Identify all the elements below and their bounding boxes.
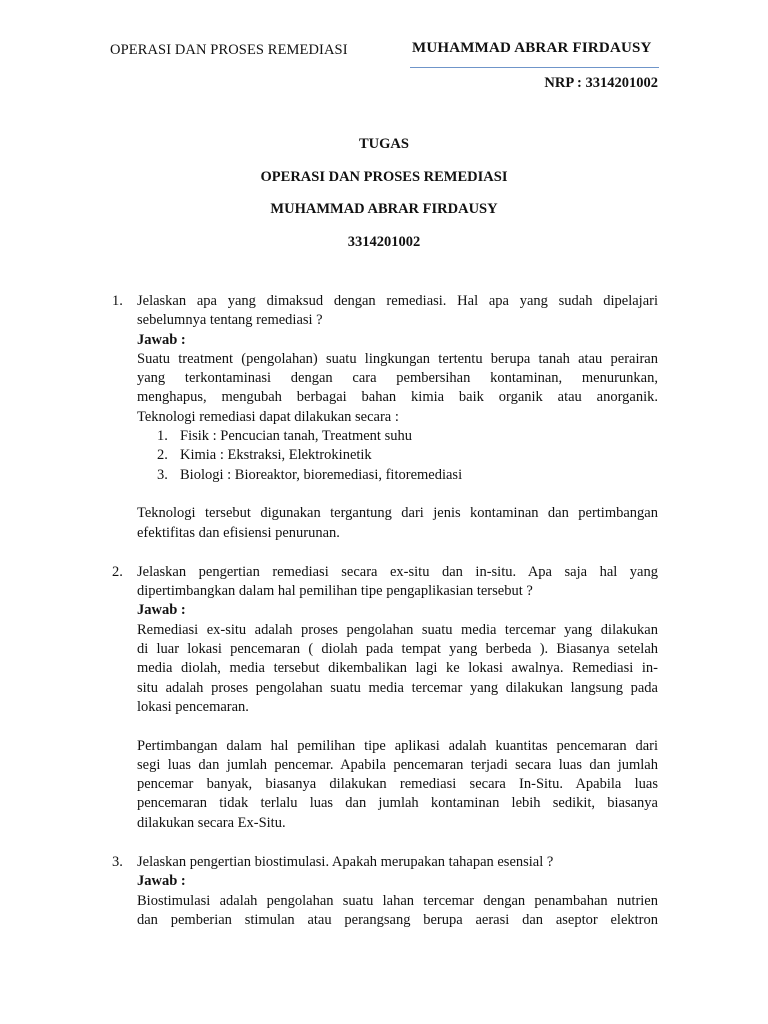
- header-name: MUHAMMAD ABRAR FIRDAUSY: [412, 40, 652, 56]
- answer-label: Jawab :: [137, 331, 186, 348]
- question-text-line: sebelumnya tentang remediasi ?: [137, 312, 323, 329]
- answer-line: pencemaran tidak terlalu luas dan jumlah kontaminan lebih sedikit, biasanya: [137, 795, 658, 812]
- question-3: [0, 853, 768, 930]
- title-line-2: OPERASI DAN PROSES REMEDIASI: [260, 168, 508, 185]
- question-number: 3.: [112, 854, 123, 871]
- list-item-text: Fisik : Pencucian tanah, Treatment suhu: [180, 428, 412, 445]
- question-text-line: Jelaskan pengertian biostimulasi. Apakah merupakan tahapan esensial ?: [137, 854, 554, 871]
- answer-line: yang terkontaminasi dengan cara pembersihan kontaminan, menurunkan,: [137, 370, 658, 387]
- answer-line: dilakukan secara Ex-Situ.: [137, 814, 286, 831]
- title-block: [0, 134, 768, 264]
- answer-line: dan pemberian stimulan atau perangsang berupa aerasi dan aseptor elektron: [137, 911, 658, 928]
- header-course: OPERASI DAN PROSES REMEDIASI: [110, 42, 348, 58]
- closing-line: efektifitas dan efisiensi penurunan.: [137, 524, 340, 541]
- question-text-line: dipertimbangkan dalam hal pemilihan tipe pengaplikasian tersebut ?: [137, 583, 533, 600]
- paragraph-gap: [137, 485, 658, 504]
- answer-label: Jawab :: [137, 873, 186, 890]
- title-line-3: MUHAMMAD ABRAR FIRDAUSY: [270, 201, 498, 217]
- list-item-text: Biologi : Bioreaktor, bioremediasi, fitoremediasi: [180, 466, 463, 483]
- question-text: [137, 292, 658, 311]
- question-number: 1.: [112, 293, 123, 309]
- list-item-number: 3.: [157, 466, 168, 483]
- list-item-text: Kimia : Ekstraksi, Elektrokinetik: [180, 447, 372, 464]
- answer-line: lokasi pencemaran.: [137, 698, 249, 715]
- answer-line: di luar lokasi pencemaran ( diolah pada tempat yang berbeda ). Biasanya setelah: [137, 641, 658, 658]
- answer-line: pencemar banyak, biasanya dilakukan remediasi secara In-Situ. Apabila luas: [137, 776, 658, 793]
- answer-line: Pertimbangan dalam hal pemilihan tipe aplikasi adalah kuantitas pencemaran dari: [137, 737, 658, 754]
- list-item: [137, 446, 658, 465]
- list-item: [137, 466, 658, 485]
- list-item-number: 1.: [157, 428, 168, 445]
- list-item-number: 2.: [157, 447, 168, 464]
- list-item: [137, 427, 658, 446]
- header-rule: [410, 67, 659, 68]
- answer-label: Jawab :: [137, 602, 186, 619]
- question-text-line: Jelaskan apa yang dimaksud dengan remediasi. Hal apa yang sudah dipelajari: [137, 293, 658, 309]
- header-nrp: NRP : 3314201002: [544, 75, 658, 91]
- paragraph-gap: [137, 717, 658, 736]
- question-number: 2.: [112, 563, 123, 580]
- answer-line: media diolah, media tersebut dikembalikan lagi ke lokasi awalnya. Remediasi in-: [137, 660, 658, 677]
- answer-line: Remediasi ex-situ adalah proses pengolahan suatu media tercemar yang dilakukan: [137, 621, 658, 638]
- answer-text: [137, 350, 658, 427]
- answer-line: situ adalah proses pengolahan suatu media tercemar yang dilakukan langsung pada: [137, 679, 658, 696]
- title-line-1: TUGAS: [359, 136, 409, 152]
- answer-line: menghapus, mengubah berbagai bahan kimia baik organik atau anorganik.: [137, 389, 658, 406]
- answer-line: Teknologi remediasi dapat dilakukan secara :: [137, 408, 399, 425]
- answer-line: segi luas dan jumlah pencemar. Apabila pencemaran terjadi secara luas dan jumlah: [137, 756, 658, 773]
- document-body: [0, 292, 768, 930]
- question-2: [0, 563, 768, 833]
- closing-line: Teknologi tersebut digunakan tergantung dari jenis kontaminan dan pertimbangan: [137, 505, 658, 522]
- question-text-line: Jelaskan pengertian remediasi secara ex-situ dan in-situ. Apa saja hal yang: [137, 563, 658, 580]
- answer-line: Biostimulasi adalah pengolahan suatu lahan tercemar dengan penambahan nutrien: [137, 892, 658, 909]
- title-line-4: 3314201002: [347, 233, 421, 250]
- answer-line: Suatu treatment (pengolahan) suatu lingkungan tertentu berupa tanah atau perairan: [137, 350, 658, 367]
- method-list: [137, 427, 658, 485]
- question-1: [0, 292, 768, 543]
